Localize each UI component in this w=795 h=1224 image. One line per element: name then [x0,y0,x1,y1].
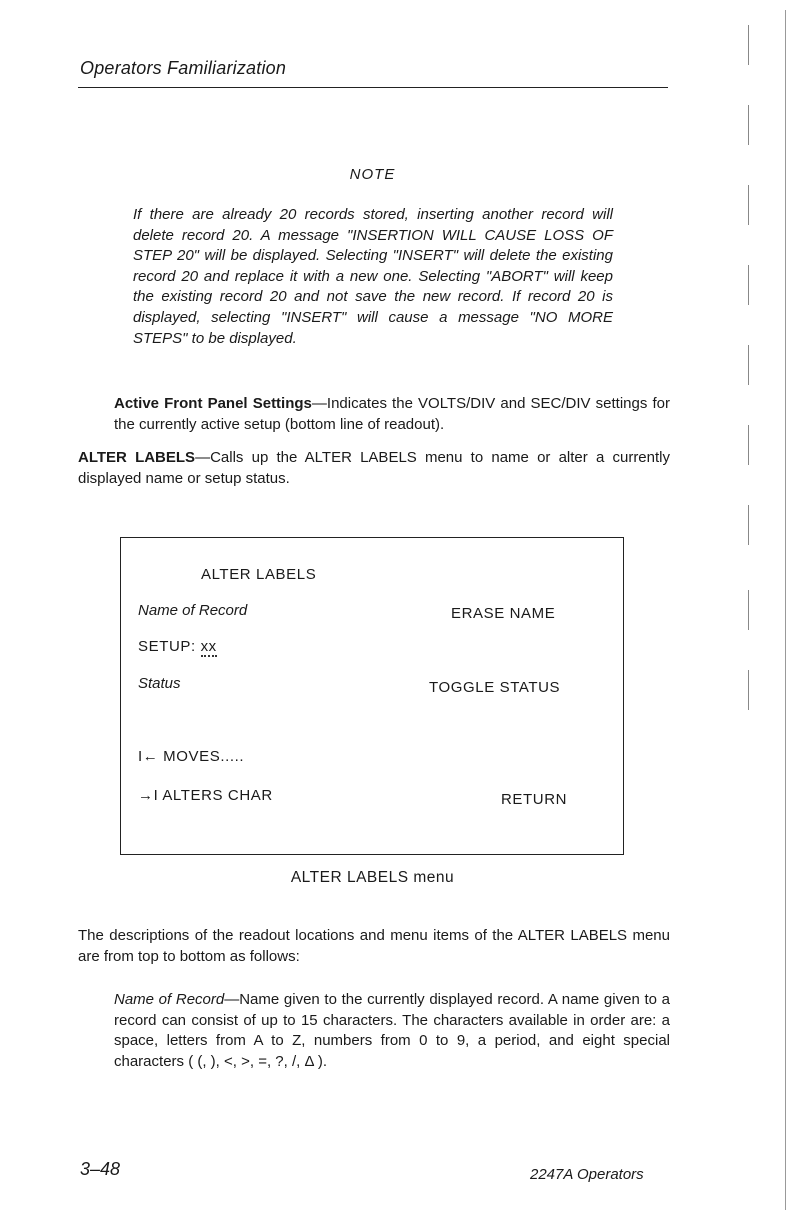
figure-caption: ALTER LABELS menu [290,869,455,886]
edge-tab-mark [748,25,765,65]
menu-title: ALTER LABELS [201,566,317,583]
page-number: 3–48 [80,1159,121,1179]
alter-labels-menu-display [120,537,624,855]
name-of-record-paragraph [114,990,670,1072]
erase-name-button[interactable]: ERASE NAME [451,605,556,622]
note-body: If there are already 20 records stored, inserting another record will delete record 20. A message "INSERTION WILL CAUSE LOSS OF STEP 20" will be displayed. Selecting "INSERT" will delete the existing record 20 and replace it with a new one. Selecting "ABORT" will keep the existing record 20 and not save the new record. If record 20 is displayed, selecting "INSERT" will cause a message "NO MORE STEPS" to be displayed. [133,206,613,347]
menu-moves [138,748,244,765]
edge-tab-mark [748,670,765,710]
edge-tab-mark [748,185,765,225]
header-rule [78,87,668,88]
menu-setup-readout [138,638,217,655]
alter-labels-term: ALTER LABELS [78,449,196,466]
edge-tab-mark [748,505,765,545]
name-of-record-term: Name of Record [114,991,225,1008]
front-panel-settings-text: —Indicates the VOLTS/DIV and SEC/DIV settings for the currently active setup (bottom line of readout). [114,395,670,433]
menu-setup-value: xx [200,638,217,655]
manual-title: 2247A Operators [530,1166,644,1183]
menu-moves-label: MOVES..... [163,748,245,765]
page-header-title: Operators Familiarization [80,58,287,78]
descriptions-intro: The descriptions of the readout locations and menu items of the ALTER LABELS menu are from top to bottom as follows: [78,927,670,965]
front-panel-settings-paragraph [114,394,670,435]
edge-tab-mark [748,590,765,630]
return-button[interactable]: RETURN [501,791,568,808]
alter-labels-text: —Calls up the ALTER LABELS menu to name or alter a currently displayed name or setup status. [78,449,670,487]
menu-status: Status [138,675,181,692]
edge-tab-mark [748,425,765,465]
left-arrow-bar-icon: I← [138,748,159,765]
toggle-status-button[interactable]: TOGGLE STATUS [429,679,561,696]
menu-alters-char [138,787,273,804]
name-of-record-text: —Name given to the currently displayed record. A name given to a record can consist of up to 15 characters. The characters available in order are: a space, letters from A to Z, numbers from 0 to 9, a period, and eight special characters ( (, ), <, >, =, ?, /, Δ ). [114,991,670,1070]
page-edge-line [785,10,786,1210]
right-arrow-bar-icon: →I [138,787,159,804]
menu-alters-char-label: ALTERS CHAR [162,787,273,804]
alter-labels-paragraph [78,448,670,489]
edge-tab-mark [748,345,765,385]
menu-name-of-record: Name of Record [138,602,248,619]
front-panel-settings-term: Active Front Panel Settings [114,395,312,412]
menu-setup-label: SETUP: [138,638,196,655]
note-title: NOTE [349,166,396,183]
edge-tab-mark [748,105,765,145]
edge-tab-mark [748,265,765,305]
